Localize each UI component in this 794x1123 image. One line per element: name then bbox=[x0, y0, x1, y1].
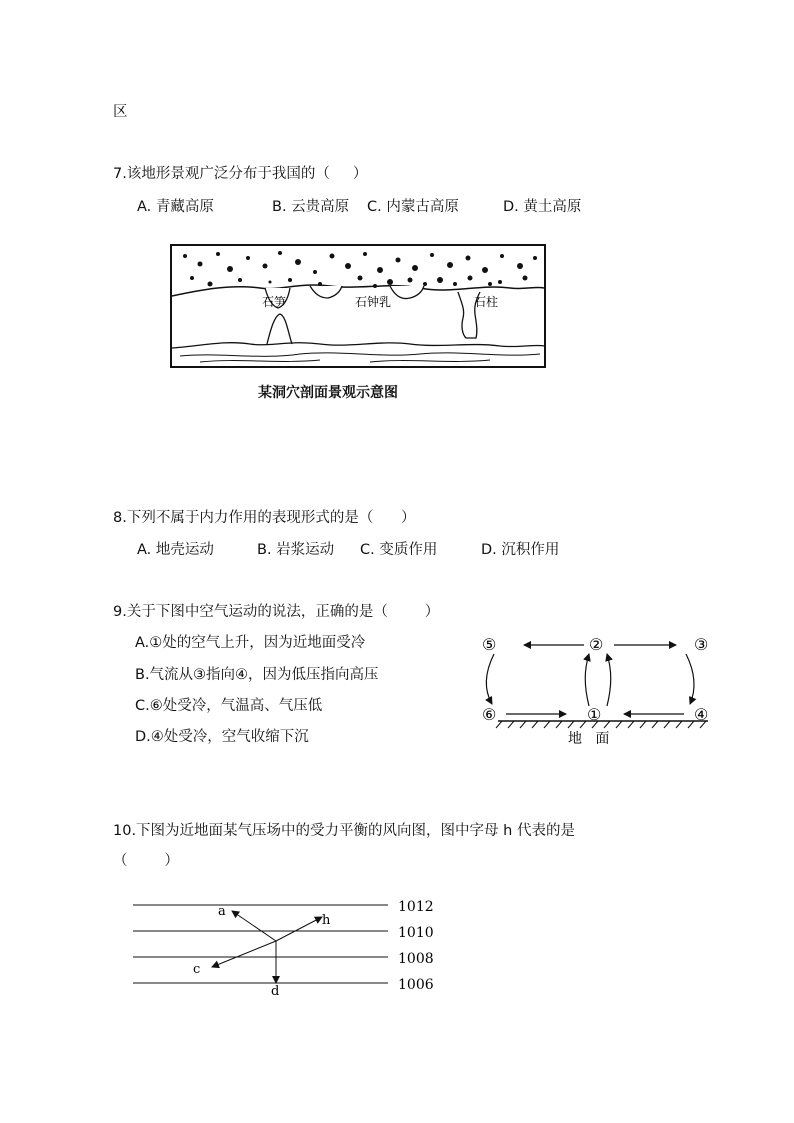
air-point-5: ⑤ bbox=[482, 635, 497, 654]
q7-option-c: C. 内蒙古高原 bbox=[367, 199, 459, 215]
vector-label-d: d bbox=[271, 984, 280, 999]
q8-option-b: B. 岩浆运动 bbox=[257, 542, 335, 558]
vector-label-a: a bbox=[218, 904, 226, 919]
q8-stem: 8.下列不属于内力作用的表现形式的是（ ） bbox=[113, 510, 416, 526]
q7-option-b: B. 云贵高原 bbox=[272, 199, 350, 215]
isobar-figure bbox=[128, 895, 458, 1000]
q9-option-a: A.①处的空气上升，因为近地面受冷 bbox=[135, 635, 366, 651]
vector-h bbox=[276, 917, 322, 941]
isobar-label-1012: 1012 bbox=[398, 899, 434, 915]
cave-figure bbox=[170, 244, 546, 369]
air-point-2: ② bbox=[589, 635, 604, 654]
page-fragment-text: 区 bbox=[113, 104, 128, 120]
q9-option-d: D.④处受冷，空气收缩下沉 bbox=[135, 729, 309, 745]
q7-stem: 7.该地形景观广泛分布于我国的（ ） bbox=[113, 166, 368, 182]
q8-option-d: D. 沉积作用 bbox=[481, 542, 560, 558]
vector-c bbox=[212, 941, 276, 967]
ground-label: 地 面 bbox=[568, 731, 610, 747]
q7-option-d: D. 黄土高原 bbox=[503, 199, 582, 215]
q9-stem: 9.关于下图中空气运动的说法，正确的是（ ） bbox=[113, 604, 440, 620]
cave-figure-caption: 某洞穴剖面景观示意图 bbox=[258, 385, 398, 401]
vector-label-c: c bbox=[193, 962, 201, 977]
vector-a bbox=[232, 911, 276, 941]
q10-stem: 10.下图为近地面某气压场中的受力平衡的风向图，图中字母 h 代表的是 bbox=[113, 823, 575, 839]
air-circulation-figure bbox=[476, 630, 726, 750]
q9-option-b: B.气流从③指向④，因为低压指向高压 bbox=[135, 667, 379, 683]
vector-label-h: h bbox=[322, 913, 331, 928]
q7-option-a: A. 青藏高原 bbox=[137, 199, 214, 215]
isobar-label-1008: 1008 bbox=[398, 951, 434, 967]
cave-label-pillar: 石柱 bbox=[474, 295, 499, 309]
air-point-4: ④ bbox=[694, 705, 709, 724]
q10-blank: （ ） bbox=[113, 853, 179, 869]
isobar-label-1006: 1006 bbox=[398, 977, 434, 993]
cave-label-stalagmite: 石笋 bbox=[262, 295, 287, 309]
q8-option-c: C. 变质作用 bbox=[360, 542, 438, 558]
isobar-label-1010: 1010 bbox=[398, 925, 434, 941]
air-point-3: ③ bbox=[694, 635, 709, 654]
air-point-6: ⑥ bbox=[482, 705, 497, 724]
q8-option-a: A. 地壳运动 bbox=[137, 542, 214, 558]
air-point-1: ① bbox=[587, 705, 602, 724]
q9-option-c: C.⑥处受冷，气温高、气压低 bbox=[135, 698, 323, 714]
cave-label-stalactite: 石钟乳 bbox=[355, 295, 392, 309]
